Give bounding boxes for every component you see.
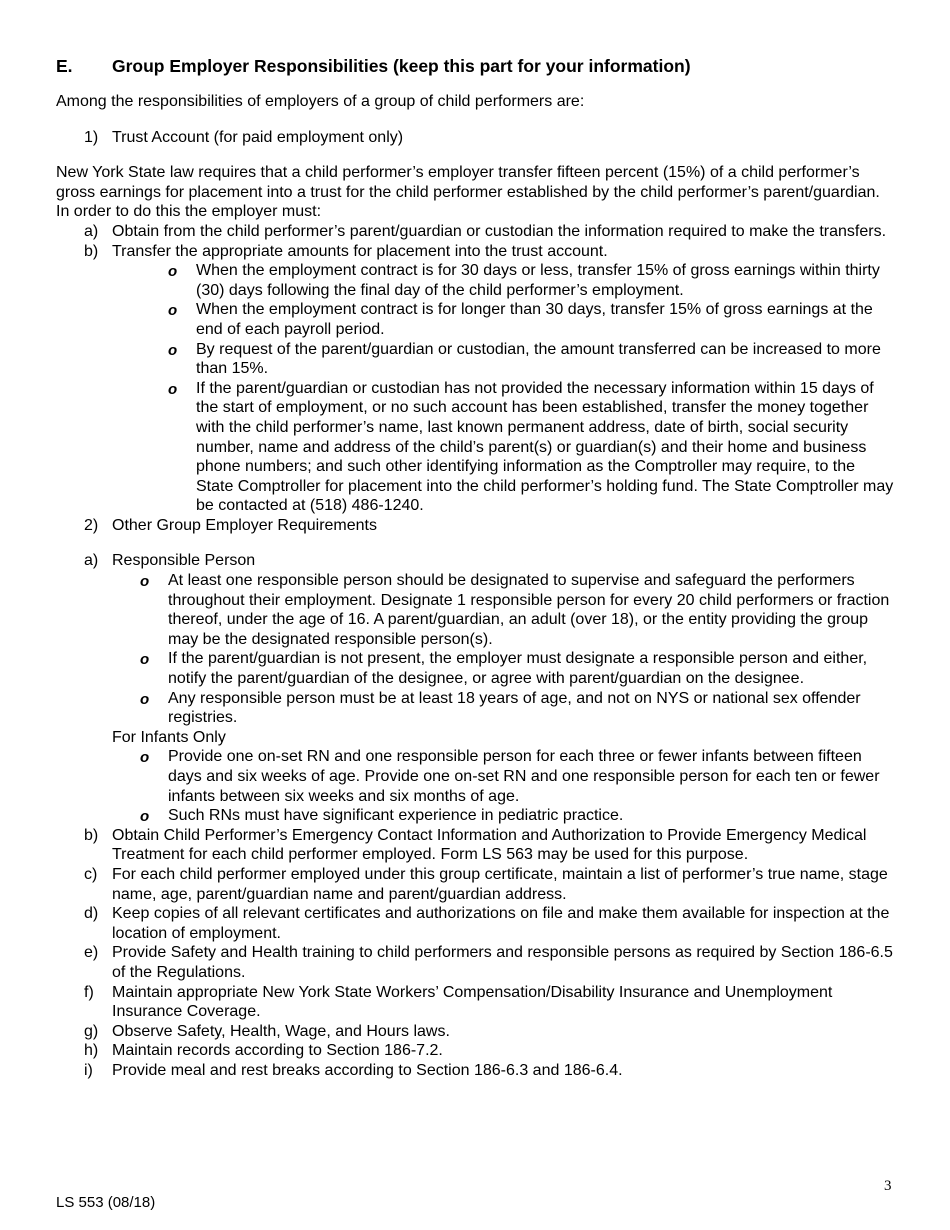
bullet-text: When the employment contract is for longer than 30 days, transfer 15% of gross earnings at the end of each payroll period.	[196, 301, 873, 338]
section-title: Group Employer Responsibilities (keep this part for your information)	[112, 56, 691, 76]
bullet-icon: o	[168, 263, 178, 281]
item-2-b	[56, 826, 896, 865]
form-number: LS 553 (08/18)	[56, 1194, 156, 1211]
bullet-icon: o	[168, 302, 178, 320]
list-item	[56, 689, 896, 728]
document-page	[56, 55, 896, 1081]
bullet-text: By request of the parent/guardian or custodian, the amount transferred can be increased to more than 15%.	[196, 340, 881, 378]
bullet-icon: o	[140, 573, 150, 591]
item-2-number: 2)	[84, 516, 99, 534]
item-letter: i)	[84, 1061, 93, 1079]
trust-paragraph: New York State law requires that a child performer’s employer transfer fifteen percent (15%) of a child performer’s gross earnings for placement into a trust for the child performer established by the child performer’s parent/guardian. In order to do this the employer must:	[56, 164, 880, 221]
item-1-heading	[56, 128, 896, 148]
bullet-icon: o	[140, 651, 150, 669]
item-2-e	[56, 943, 896, 982]
bullet-text: Such RNs must have significant experience in pediatric practice.	[168, 807, 624, 825]
item-text: Provide meal and rest breaks according to Section 186-6.3 and 186-6.4.	[112, 1061, 623, 1079]
item-text: Obtain Child Performer’s Emergency Contact Information and Authorization to Provide Emergency Medical Treatment for each child performer employed. Form LS 563 may be used for this purpose.	[112, 826, 867, 864]
list-item	[56, 649, 896, 688]
bullet-icon: o	[140, 690, 150, 708]
list-item	[56, 379, 896, 516]
item-letter: f)	[84, 983, 94, 1001]
intro-text: Among the responsibilities of employers of a group of child performers are:	[56, 93, 585, 110]
item-2-heading	[56, 516, 896, 536]
bullet-text: If the parent/guardian is not present, the employer must designate a responsible person and either, notify the parent/guardian of the designee, or agree with parent/guardian on the designee.	[168, 650, 868, 688]
item-letter: g)	[84, 1022, 99, 1040]
item-2-i	[56, 1061, 896, 1081]
responsible-person-list	[56, 571, 896, 728]
item-text: Keep copies of all relevant certificates and authorizations on file and make them available for inspection at the location of employment.	[112, 905, 890, 942]
item-2-f	[56, 983, 896, 1022]
item-2-label: Other Group Employer Requirements	[112, 516, 377, 534]
bullet-icon: o	[140, 808, 150, 826]
item-2-g	[56, 1022, 896, 1042]
item-2-a	[56, 551, 896, 571]
item-2-c	[56, 865, 896, 904]
infants-label: For Infants Only	[112, 728, 226, 746]
bullet-text: Provide one on-set RN and one responsible person for each three or fewer infants between fifteen days and six weeks of age. Provide one on-set RN and one responsible person for each ten or fewer infants between six weeks and six months of age.	[168, 748, 880, 805]
bullet-text: Any responsible person must be at least 18 years of age, and not on NYS or national sex offender registries.	[168, 689, 861, 727]
item-text: For each child performer employed under this group certificate, maintain a list of performer’s true name, stage name, age, parent/guardian name and parent/guardian address.	[112, 865, 888, 903]
section-heading	[56, 55, 896, 77]
bullet-text: If the parent/guardian or custodian has not provided the necessary information within 15 days of the start of employment, or no such account has been established, transfer the money together with the child performer’s name, last known permanent address, date of birth, social security number, name and address of the child’s parent(s) or guardian(s) and their home and business phone numbers; and such other identifying information as the Comptroller may require, to the State Comptroller for placement into the child performer’s holding fund. The State Comptroller may be contacted at (518) 486-1240.	[196, 379, 894, 515]
infant-list	[56, 747, 896, 825]
list-item	[56, 300, 896, 339]
item-letter: c)	[84, 865, 98, 883]
list-item	[56, 747, 896, 806]
item-text: Maintain appropriate New York State Workers’ Compensation/Disability Insurance and Unemployment Insurance Coverage.	[112, 983, 833, 1021]
section-letter: E.	[56, 56, 73, 76]
page-number: 3	[884, 1178, 892, 1194]
item-2-d	[56, 904, 896, 943]
item-2-h	[56, 1041, 896, 1061]
bullet-icon: o	[168, 341, 178, 359]
bullet-icon: o	[140, 749, 150, 767]
item-1-a	[56, 222, 896, 242]
item-text: Maintain records according to Section 186-7.2.	[112, 1042, 443, 1060]
item-letter: e)	[84, 944, 99, 962]
item-letter: d)	[84, 905, 99, 923]
bullet-text: At least one responsible person should be designated to supervise and safeguard the performers throughout their employment. Designate 1 responsible person for every 20 child performers or fraction thereof, under the age of 16. A parent/guardian, an adult (over 18), or the entity providing the group may be the designated responsible person(s).	[168, 572, 890, 648]
list-item	[56, 806, 896, 826]
item-2-a-text: Responsible Person	[112, 552, 256, 570]
item-1-a-letter: a)	[84, 222, 99, 240]
item-text: Provide Safety and Health training to child performers and responsible persons as required by Section 186-6.5 of the Regulations.	[112, 944, 893, 981]
list-item	[56, 261, 896, 300]
item-2-a-letter: a)	[84, 552, 99, 570]
bullet-icon: o	[168, 380, 178, 398]
list-item	[56, 571, 896, 649]
item-1-b-text: Transfer the appropriate amounts for placement into the trust account.	[112, 242, 608, 260]
item-1-b-letter: b)	[84, 242, 99, 260]
item-1-b	[56, 242, 896, 262]
trust-bullet-list	[56, 261, 896, 516]
item-text: Observe Safety, Health, Wage, and Hours laws.	[112, 1022, 450, 1040]
list-item	[56, 340, 896, 379]
bullet-text: When the employment contract is for 30 days or less, transfer 15% of gross earnings within thirty (30) days following the final day of the child performer’s employment.	[196, 262, 880, 299]
item-1-number: 1)	[84, 128, 99, 146]
item-letter: h)	[84, 1042, 99, 1060]
item-letter: b)	[84, 826, 99, 844]
item-1-label: Trust Account (for paid employment only)	[112, 128, 404, 146]
item-1-a-text: Obtain from the child performer’s parent/guardian or custodian the information required to make the transfers.	[112, 222, 887, 240]
